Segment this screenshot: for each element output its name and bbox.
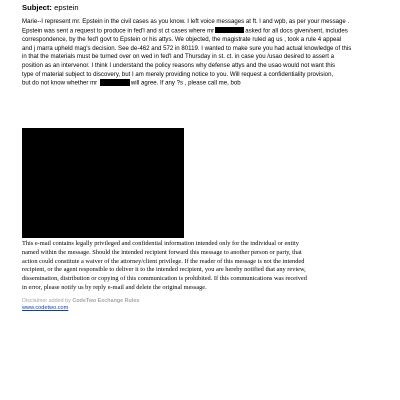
body-line: [22, 62, 384, 71]
disclaimer-line: recipient, or the agent responsible to deliver it to the intended recipient, you are hereby notified that any review,: [22, 266, 306, 274]
subject-value: epstein: [54, 3, 79, 12]
disclaimer-line: named within the message. Should the intended recipient forward this message to another person or party, that: [22, 248, 302, 256]
body-text-span: and j marra upheld mag's decision. See de-462 and 572 in 80119. I wanted to make sure you had actual knowledge of this: [22, 44, 352, 52]
body-text-span: Marie--I represent mr. Epstein in the civil cases as you know. I left voice messages at ft. l and wpb, as per your message .: [22, 18, 350, 25]
subject-row: [22, 3, 79, 13]
body-line: [22, 45, 384, 54]
email-body: [22, 18, 384, 89]
added-by-brand: CodeTwo Exchange Rules: [72, 298, 140, 304]
body-text-span: in that the materials must be turned over on wed in fed'l and Thursday in st. ct. in case you /usao desired to assert a: [22, 53, 335, 61]
body-line: [22, 53, 384, 62]
body-text-span: position as an intervenor. I think I understand the policy reasons why defense attys and the usao would not want this: [22, 62, 336, 70]
body-line: [22, 18, 384, 27]
body-text-span: type of material subject to discovery, but I am merely providing notice to you. Will request a confidentiality provision,: [22, 70, 334, 78]
body-text-span: correspondence, by the fed'l govt to Epstein or his attys. We objected, the magistrate ruled ag us , took a rule 4 appeal: [22, 35, 342, 43]
body-line: [22, 27, 384, 36]
redaction-block: [22, 128, 184, 238]
disclaimer-added-by: [22, 298, 139, 305]
codetwo-link[interactable]: www.codetwo.com: [22, 305, 69, 311]
body-line: [22, 71, 384, 80]
disclaimer-line: This e-mail contains legally privileged and confidential information intended only for the individual or entity: [22, 240, 299, 247]
subject-label: Subject:: [22, 3, 52, 12]
redaction-inline: [215, 27, 244, 34]
disclaimer-line: in error, please notify us by reply e-mail and delete the original message.: [22, 283, 207, 291]
legal-disclaimer: [22, 240, 392, 293]
redaction-inline: [100, 79, 130, 86]
added-by-prefix: Disclaimer added by: [22, 298, 73, 304]
body-line: [22, 36, 384, 45]
body-line: [22, 79, 384, 88]
body-text-span: will agree. If any ?s , please call me, bob: [130, 79, 241, 87]
body-text-span: asked for all docs given/sent, includes: [245, 27, 348, 35]
body-text-span: but do not know whether mr: [22, 79, 99, 87]
body-text-span: Epstein was sent a request to produce in fed'l and st ct cases where mr: [22, 27, 215, 35]
disclaimer-line: dissemination, distribution or copying of this communication is prohibited. If this communications was received: [22, 275, 307, 283]
disclaimer-line: action could constitute a waiver of the attorney/client privilege. If the reader of this message is not the intended: [22, 257, 305, 265]
